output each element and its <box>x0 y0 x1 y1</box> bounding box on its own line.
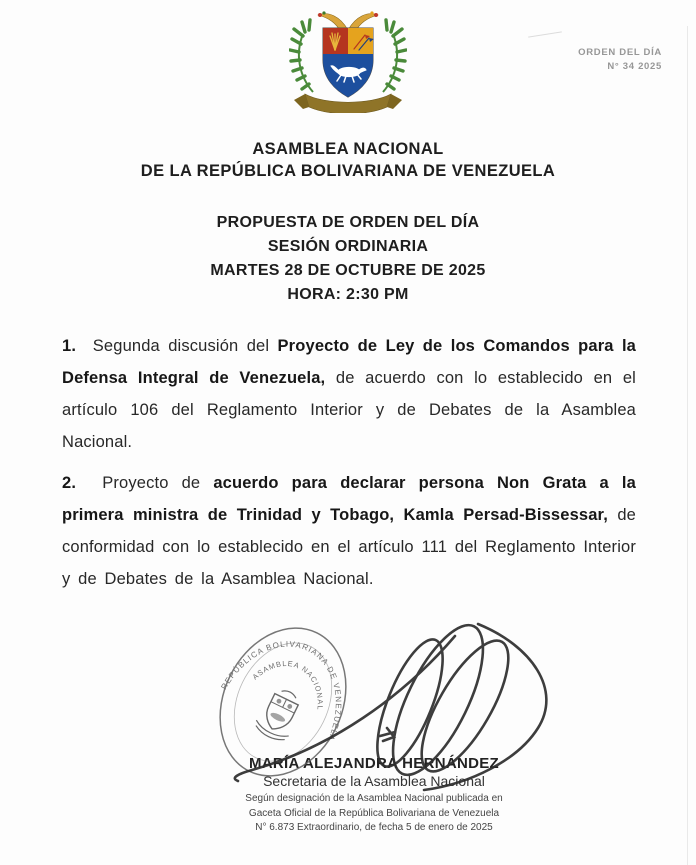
document-header <box>0 138 696 182</box>
session-line-time: HORA: 2:30 PM <box>287 286 409 303</box>
agenda-body <box>62 330 636 604</box>
header-line-1: ASAMBLEA NACIONAL <box>252 140 444 158</box>
signatory-title: Secretaria de la Asamblea Nacional <box>263 773 485 789</box>
session-line-date: MARTES 28 DE OCTUBRE DE 2025 <box>210 262 486 279</box>
photo-scratch-mark <box>528 31 562 37</box>
seal-inner-text: ASAMBLEA NACIONAL <box>250 658 325 711</box>
photo-page-edge <box>687 26 688 865</box>
header-line-2: DE LA REPÚBLICA BOLIVARIANA DE VENEZUELA <box>140 162 556 180</box>
signatory-notes <box>26 792 696 836</box>
shield-icon <box>323 28 374 97</box>
order-reference-number: N° 34 2025 <box>607 61 662 72</box>
agenda-item-2: 2. Proyecto de acuerdo para declarar persona Non Grata a la primera ministra de Trinidad y Tobago, Kamla Persad-Bissessar, de conformidad con lo establecido en el artículo 111 del Reglamento Interior y de Debates de la Asamblea Nacional. <box>62 474 636 588</box>
session-title-block <box>0 211 696 307</box>
signatory-block <box>26 755 696 836</box>
session-line-proposal: PROPUESTA DE ORDEN DEL DÍA <box>216 214 480 231</box>
signatory-note-2: Gaceta Oficial de la República Bolivariana de Venezuela <box>248 807 500 819</box>
order-reference <box>578 46 662 74</box>
venezuela-coat-of-arms-icon <box>289 8 407 113</box>
laurel-branch-right <box>383 20 406 92</box>
seal-coat-of-arms-icon <box>252 684 306 744</box>
seal-outer-text: REPÚBLICA BOLIVARIANA DE VENEZUELA <box>219 639 343 743</box>
laurel-branch-left <box>290 20 313 92</box>
agenda-item-1: 1. Segunda discusión del Proyecto de Ley de los Comandos para la Defensa Integral de Venezuela, de acuerdo con lo establecido en el artículo 106 del Reglamento Interior y de Debates de la Asamblea Nacional. <box>62 337 637 451</box>
signatory-name: MARÍA ALEJANDRA HERNÁNDEZ <box>249 755 499 772</box>
signatory-note-1: Según designación de la Asamblea Nacional publicada en <box>245 793 503 804</box>
svg-text:REPÚBLICA BOLIVARIANA DE VENEZ <box>219 617 368 744</box>
session-line-type: SESIÓN ORDINARIA <box>267 238 429 255</box>
signatory-note-3: N° 6.873 Extraordinario, de fecha 5 de enero de 2025 <box>255 822 493 833</box>
svg-text:ASAMBLEA NACIONAL <box>249 645 339 714</box>
order-reference-label: ORDEN DEL DÍA <box>578 47 662 58</box>
